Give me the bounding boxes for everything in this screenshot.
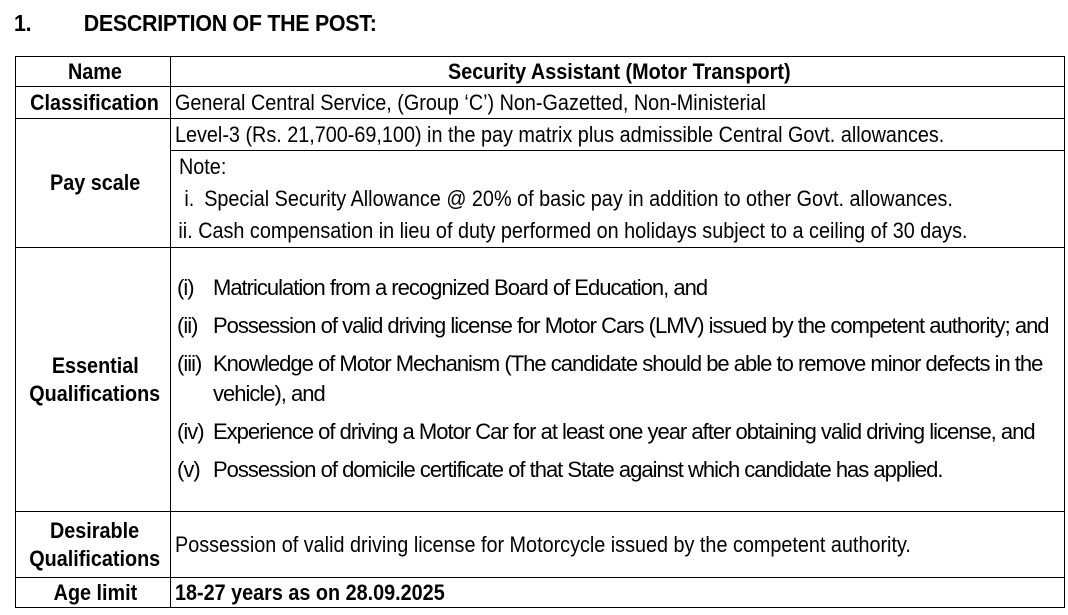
pay-level-cell xyxy=(171,119,1065,151)
note-title: Note: xyxy=(179,154,227,179)
age-limit-value: 18-27 years as on 28.09.2025 xyxy=(175,579,445,605)
table-row-classification xyxy=(16,87,1065,119)
list-item-marker: (v) xyxy=(177,456,200,482)
list-item-marker: (i) xyxy=(177,274,194,300)
list-item-marker: (iii) xyxy=(177,350,202,376)
classification-value: General Central Service, (Group ‘C’) Non-Gazetted, Non-Ministerial xyxy=(175,89,766,115)
classification-label-cell xyxy=(16,87,171,119)
section-number: 1. xyxy=(14,10,32,36)
list-item-text: Experience of driving a Motor Car for at least one year after obtaining valid driving license, and xyxy=(213,418,1035,444)
list-item xyxy=(177,455,1064,485)
list-item xyxy=(177,273,1064,303)
note-marker: ii. xyxy=(178,218,193,243)
essential-list xyxy=(177,263,1064,497)
pay-notes-cell xyxy=(171,151,1065,248)
section-title: DESCRIPTION OF THE POST: xyxy=(83,10,377,36)
pay-scale-label-cell xyxy=(16,119,171,248)
list-item xyxy=(177,349,1064,409)
note-text: Special Security Allowance @ 20% of basic pay in addition to other Govt. allowances. xyxy=(204,186,953,211)
desirable-value: Possession of valid driving license for Motorcycle issued by the competent authority. xyxy=(175,531,911,557)
desirable-label-line1: Desirable xyxy=(50,517,140,543)
note-item xyxy=(179,183,1064,215)
desirable-label-cell xyxy=(16,512,171,578)
classification-label: Classification xyxy=(30,89,160,115)
name-label-cell xyxy=(16,57,171,87)
age-limit-label-cell xyxy=(16,578,171,608)
pay-level-value: Level-3 (Rs. 21,700-69,100) in the pay matrix plus admissible Central Govt. allowances. xyxy=(175,121,945,147)
name-value-cell xyxy=(171,57,1065,87)
list-item-text: Possession of valid driving license for Motor Cars (LMV) issued by the competent authority; and xyxy=(213,312,1049,338)
section-heading xyxy=(14,10,377,37)
age-limit-label: Age limit xyxy=(53,579,137,605)
list-item-text: Knowledge of Motor Mechanism (The candidate should be able to remove minor defects in the vehicle), and xyxy=(213,350,1043,406)
pay-scale-label: Pay scale xyxy=(49,170,141,195)
table-row-pay-level xyxy=(16,119,1065,151)
list-item-marker: (ii) xyxy=(177,312,198,338)
name-label: Name xyxy=(68,58,122,84)
desirable-value-cell xyxy=(171,512,1065,578)
table-row-desirable-qualifications xyxy=(16,512,1065,578)
note-marker: i. xyxy=(184,186,195,211)
desirable-label-line2: Qualifications xyxy=(29,545,161,571)
list-item xyxy=(177,311,1064,341)
essential-value-cell xyxy=(171,248,1065,512)
table-row-pay-notes xyxy=(16,151,1065,248)
list-item-text: Possession of domicile certificate of that State against which candidate has applied. xyxy=(213,456,943,482)
post-name: Security Assistant (Motor Transport) xyxy=(448,58,791,84)
list-item-marker: (iv) xyxy=(177,418,204,444)
table-row-name xyxy=(16,57,1065,87)
list-item xyxy=(177,417,1064,447)
note-item xyxy=(173,215,1064,247)
essential-label-cell xyxy=(16,248,171,512)
essential-label-line1: Essential xyxy=(51,352,139,378)
post-description-table xyxy=(15,56,1065,608)
age-limit-value-cell xyxy=(171,578,1065,608)
classification-value-cell xyxy=(171,87,1065,119)
table-row-age-limit xyxy=(16,578,1065,608)
note-text: Cash compensation in lieu of duty performed on holidays subject to a ceiling of 30 days. xyxy=(198,218,968,243)
table-row-essential-qualifications xyxy=(16,248,1065,512)
essential-label-line2: Qualifications xyxy=(29,380,161,406)
list-item-text: Matriculation from a recognized Board of Education, and xyxy=(213,274,708,300)
